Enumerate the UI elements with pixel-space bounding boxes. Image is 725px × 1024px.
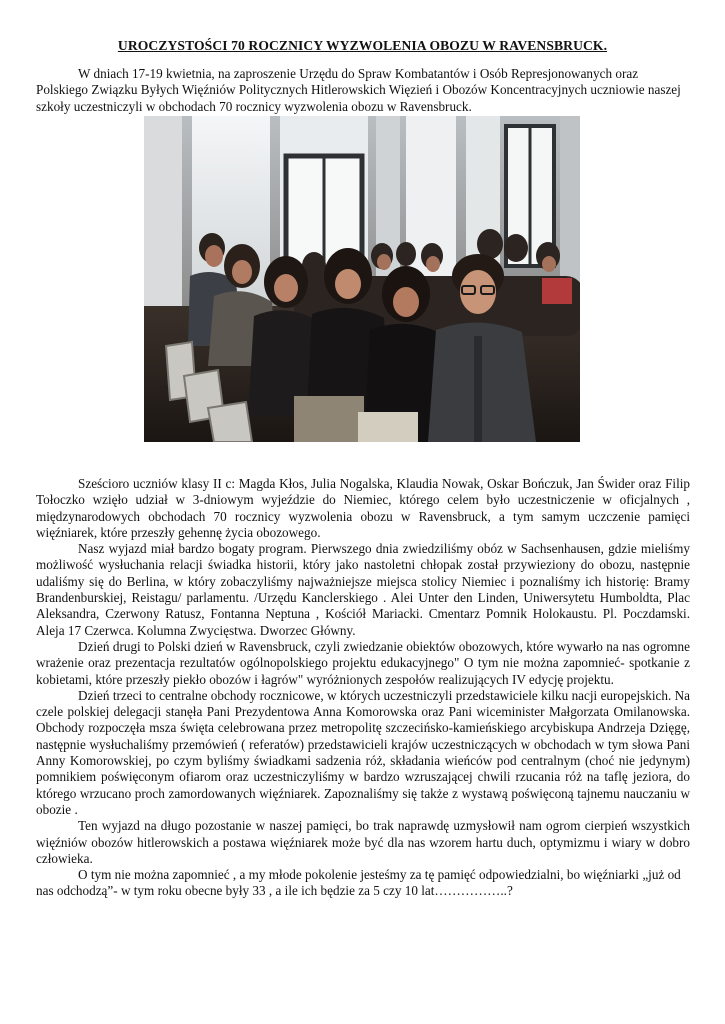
- article-paragraph: Ten wyjazd na długo pozostanie w naszej pamięci, bo trak naprawdę uzmysłowił nam ogrom cierpień wszystkich więźniów obozów hitlerowskich a postawa więźniarek może być dla nas wzorem hartu duch, optymizmu i wiary w dobro człowieka.: [36, 818, 690, 866]
- article-body: [36, 476, 690, 900]
- article-paragraph: Nasz wyjazd miał bardzo bogaty program. Pierwszego dnia zwiedziliśmy obóz w Sachsenhausen, gdzie mieliśmy możliwość wysłuchania relacji świadka historii, który jako nastoletni chłopak został przywieziony do obozu, następnie udaliśmy się do Berlina, w który zobaczyliśmy najważniejsze miejsca stolicy Niemiec i poznaliśmy ich historię: Bramy Brandenburskiej, Reistagu/ parlamentu. /Urzędu Kanclerskiego . Alei Unter den Linden, Uniwersytetu Humboldta, Plac Aleksandra, Czerwony Ratusz, Fontanna Neptuna , Kościół Mariacki. Cmentarz Pomnik Holokaustu. Pl. Poczdamski. Aleja 17 Czerwca. Kolumna Zwycięstwa. Dworzec Główny.: [36, 541, 690, 638]
- intro-paragraph: [36, 66, 690, 115]
- document-title: UROCZYSTOŚCI 70 ROCZNICY WYZWOLENIA OBOZU W RAVENSBRUCK.: [117, 38, 608, 53]
- article-paragraph: Sześcioro uczniów klasy II c: Magda Kłos, Julia Nogalska, Klaudia Nowak, Oskar Bończuk, Jan Świder oraz Filip Tołoczko wzięło udział w 3-dniowym wyjeździe do Niemiec, którego celem było uczestniczenie w oficjalnych , międzynarodowych obchodach 70 rocznicy wyzwolenia obozu w Ravensbruck, a tym samym uczczenie pamięci więźniarek, które przeszły gehennę życia obozowego.: [36, 476, 690, 540]
- article-paragraph: O tym nie można zapomnieć , a my młode pokolenie jesteśmy za tę pamięć odpowiedzialni, bo więźniarki „już od nas odchodzą”- w tym roku obecne były 33 , a ile ich będzie za 5 czy 10 lat……………..?: [36, 867, 681, 899]
- intro-text: W dniach 17-19 kwietnia, na zaproszenie Urzędu do Spraw Kombatantów i Osób Represjonowanych oraz Polskiego Związku Byłych Więźniów Politycznych Hitlerowskich Więzień i Obozów Koncentracyjnych uczniowie naszej szkoły uczestniczyli w obchodach 70 rocznicy wyzwolenia obozu w Ravensbruck.: [36, 66, 681, 114]
- group-photo: [144, 116, 580, 442]
- group-photo-image: [144, 116, 580, 442]
- article-paragraph: Dzień drugi to Polski dzień w Ravensbruck, czyli zwiedzanie obiektów obozowych, które wywarło na nas ogromne wrażenie oraz prezentacja rezultatów ogólnopolskiego projektu edukacyjnego" O tym nie można zapomnieć- spotkanie z kobietami, które przeszły piekło obozów i łagrów" wyróżnionych zespołów realizujących IV edycję projektu.: [36, 638, 690, 687]
- article-paragraph: Dzień trzeci to centralne obchody rocznicowe, w których uczestniczyli przedstawiciele kilku nacji europejskich. Na czele polskiej delegacji stanęła Pani Prezydentowa Anna Komorowska oraz Pani wiceminister Małgorzata Omilanowska. Obchody rozpoczęła msza święta celebrowana przez metropolitę szczecińsko-kamieńskiego arcybiskupa Andrzeja Dzięgę, następnie wysłuchaliśmy przemówień ( referatów) przedstawicieli krajów uczestniczących w obchodach w tym słowa Pani Anny Komorowskiej, po czym byliśmy świadkami sadzenia róż, składania wieńców pod centralnym (choć nie jedynym) pomnikiem poświęconym ofiarom oraz uczestniczyliśmy w bardzo wzruszającej chwili rzucania róż na taflę jeziora, do którego wrzucano proch zamordowanych więźniarek. Zapoznaliśmy się także z wystawą poświęconą tajnemu nauczaniu w obozie .: [36, 687, 690, 817]
